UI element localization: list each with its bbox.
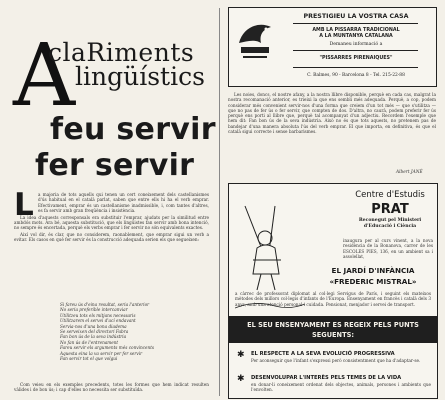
example-item: Fan servir tot el que volgui bbox=[60, 356, 118, 362]
ad-heading: EL JARDÍ D'INFÀNCIA bbox=[331, 266, 415, 275]
column-divider bbox=[219, 8, 220, 396]
ad-line: AMB LA PISSARRA TRADICIONAL bbox=[312, 28, 400, 33]
ad-point-desc: en donar-li coneixement ordenat dels objectes, animals, persones i ambients que l'envolten. bbox=[251, 382, 431, 393]
banner-line: EL SEU ENSENYAMENT ES REGEIX PELS PUNTS bbox=[247, 321, 419, 329]
ad-line: A LA MUNTANYA CATALANA bbox=[319, 34, 393, 39]
article-paragraph: La idea d'aquests corresponsals era substituir l'emprar, ajudats per la similitud entre ambdós mots. Ara bé, aquesta substitució, que els lingüistes fan servir amb bona intenció, no sempre és encertada, perquè els verbs emprar i fer servir no són equivalents exactes. bbox=[14, 214, 209, 231]
ad-description: a càrrec de professorat diplomat al col·legi Servigus de París, i seguint els mateixos mètodes dels millors col·legis d'infants de l'Europa. Ensenyament en francès i català dels 3 anys, amb una atenció personal i cuidada. Pensionat, menjador i servei de transport. bbox=[235, 291, 431, 307]
example-list bbox=[60, 302, 210, 361]
example-item: Se serveixen del directori Fabra bbox=[60, 329, 129, 335]
ad-address: C. Balmes, 90 - Barcelona 8 - Tel. 215-22-88 bbox=[307, 73, 405, 78]
article-title-line2: fer servir bbox=[35, 148, 195, 183]
ad-info: inaugura per al curs vinent, a la nova residència de la Bonanova, carrer de les ESCOLES PIES, 136, en un ambient sa i assolellat, bbox=[343, 238, 433, 259]
example-item: Fan bon ús de la seva indústria bbox=[60, 334, 127, 340]
divider bbox=[293, 67, 418, 68]
example-item: No seria preferible intercanviar bbox=[60, 307, 128, 313]
example-item: Fareu servir els arguments més convincents bbox=[60, 345, 155, 351]
article-paragraph: a majoria de tots aquells qui tenen un cert coneixement dels castellanismes d'ús habitual en el català parlat, saben que entre ells hi ha el verb emprar. Efectivament, emprar és un castellanisme inadmissible, i, com tantes d'altres, es fa servir amb gran freqüència i insistència. bbox=[38, 192, 209, 213]
ad-line: Demaneu informació a bbox=[329, 42, 383, 47]
ad-title: PRESTIGIEU LA VOSTRA CASA bbox=[303, 13, 409, 20]
star-bullet-icon: ✱ bbox=[237, 374, 245, 384]
ad-title: PRAT bbox=[371, 202, 409, 217]
author-signature: Albert JANÉ bbox=[396, 170, 423, 175]
ad-subtitle: Reconegut pel Ministeri d'Educació i Ciència bbox=[358, 218, 422, 229]
example-item: Servia-nos d'una bona diadema bbox=[60, 323, 127, 329]
article-paragraph: Com veieu en els exemples precedents, totes les formes que hem indicat resulten vàlides i de bon ús; i cap d'elles no necessita ser substituïda. bbox=[14, 382, 209, 393]
example-item: Utilitzeu tots els mitjans necessaris bbox=[60, 312, 136, 318]
divider bbox=[293, 50, 418, 51]
banner-line: SEGUENTS: bbox=[312, 331, 354, 339]
ad-title: Centre d'Estudis bbox=[355, 190, 425, 200]
ad-point: DESENVOLUPAR L'INTERÈS PELS TEMES DE LA VIDA bbox=[251, 375, 402, 381]
ad-point: EL RESPECTE A LA SEVA EVOLUCIÓ PROGRESSIVA bbox=[251, 351, 395, 357]
ad-point-desc: Per aconseguir que l'infant s'expressi però consistentment que ha d'adaptar-se. bbox=[251, 358, 421, 363]
right-column-body bbox=[228, 92, 436, 136]
article-title-line1: feu servir bbox=[50, 112, 216, 147]
header-initial: A bbox=[13, 26, 76, 126]
article-footer bbox=[14, 382, 209, 394]
ad-banner bbox=[229, 316, 437, 343]
example-item: No fan ús de l'entrenament bbox=[60, 339, 119, 345]
ad-brand: "PISSARRES PIRENAIQUES" bbox=[319, 56, 393, 61]
divider bbox=[293, 23, 418, 24]
ad-heading: «FREDERIC MISTRAL» bbox=[329, 277, 417, 286]
header-title-line2: lingüístics bbox=[75, 62, 205, 91]
drop-cap: L bbox=[14, 187, 34, 223]
example-item: Utilitzarem el servei d'ací endavant bbox=[60, 318, 136, 324]
article-paragraph: Les noies, doncs, el nostre afany, a la nostra llibre disponible, perquè en cada cas, malgrat la nostra recomanació anterior, es trieixi la que ens sembli més adequada. Perquè, a cop, podem considerar més convenient servir-nos d'una forma que creiem d'un tot més — que s'utilitza — que no pas de fer ús o fer servir, que compten de dos. D'altra, no caurà, podem preferir fer ús perquè ens porti al llibre que, perquè tal acompanyat d'un adjectiu. Recordem l'exemple que hem dit: Fan bon ús de la seva indústria. Això no és que tots aquests, no pretenem pas de bandejar d'una manera absoluta l'ús del verb emprar. El que importa, en definitiva, és que el català sigui correcte i sense barbarismes. bbox=[228, 92, 436, 135]
star-bullet-icon: ✱ bbox=[237, 350, 245, 360]
example-item: Si fareu ús d'eina resultat, seria l'anterior bbox=[60, 302, 150, 307]
bird-logo-icon bbox=[233, 13, 277, 61]
example-item: Aquesta eina la va servir per fer servir bbox=[60, 350, 143, 356]
ad-pissarres bbox=[228, 7, 437, 87]
header-title-line1: claRiments bbox=[48, 38, 195, 67]
article-paragraph: Així vol dir, és clar, que no considerem, raonablement, que emprar sigui un verb a evitar. Els casos en què fer servir és la construcció adequada serien els que segueixen: bbox=[14, 232, 209, 243]
ad-centre-prat bbox=[228, 183, 438, 399]
article-body bbox=[14, 187, 209, 244]
